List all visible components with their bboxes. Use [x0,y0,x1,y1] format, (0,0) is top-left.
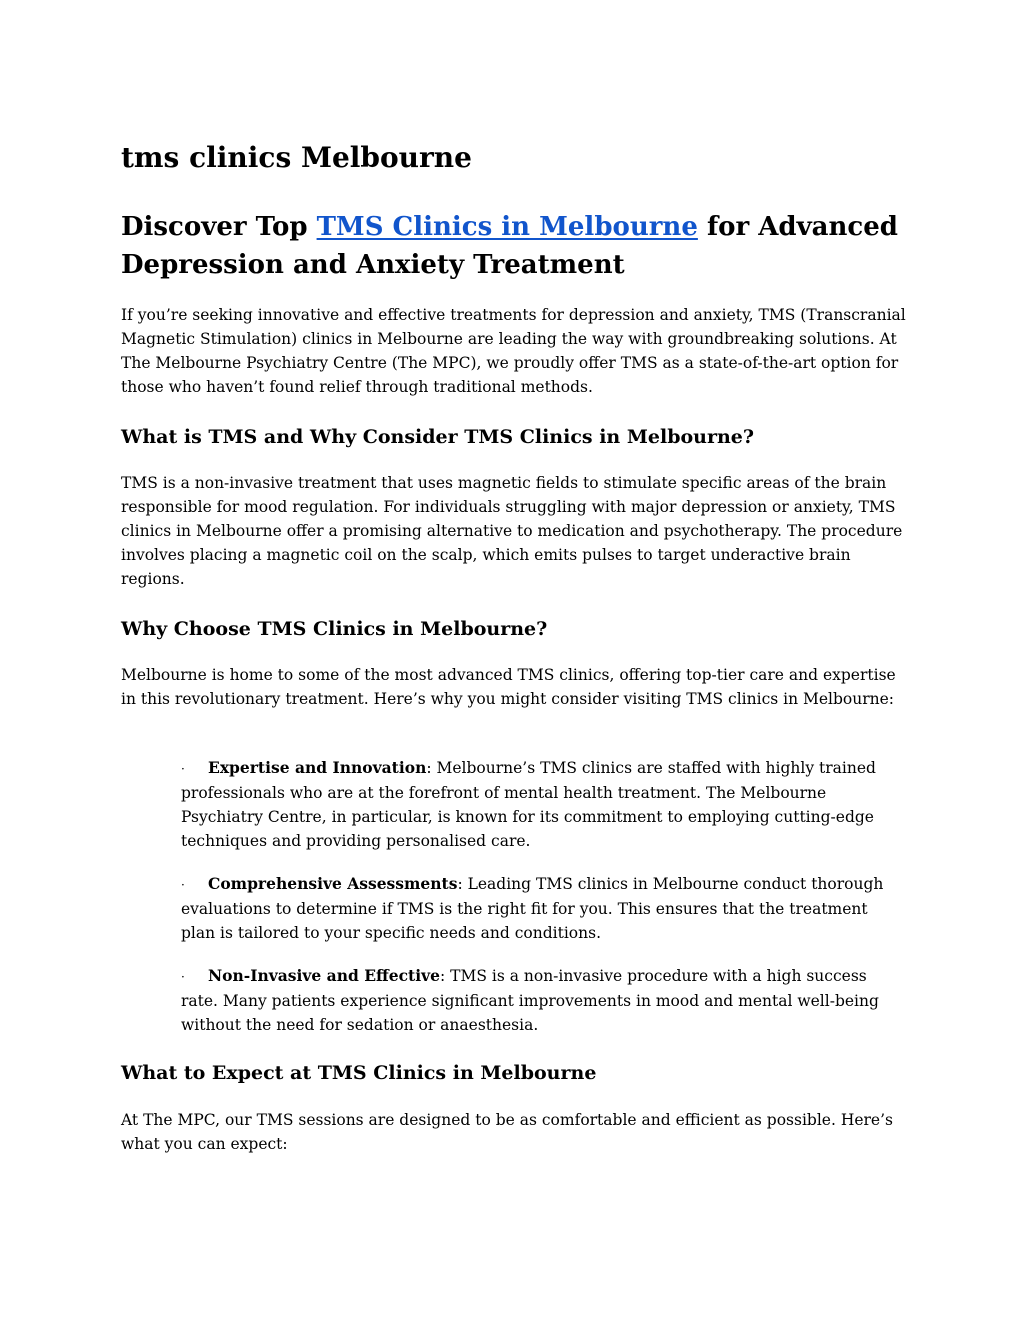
bullet-text: : Leading TMS clinics in Melbourne conduct thorough evaluations to determine if TMS is the right fit for you. This ensures that the treatment plan is tailored to your specific needs and conditions. [181,875,884,942]
bullet-icon: · [181,970,185,984]
section-heading-what-is-tms: What is TMS and Why Consider TMS Clinics in Melbourne? [121,426,755,448]
bullet-term: Comprehensive Assessments [208,874,458,893]
what-is-tms-paragraph: TMS is a non-invasive treatment that uses magnetic fields to stimulate specific areas of the brain responsible for mood regulation. For individuals struggling with major depression or anxiety, TMS clinics in Melbourne offer a promising alternative to medication and psychotherapy. The procedure involves placing a magnetic coil on the scalp, which emits pulses to target underactive brain regions. [121,474,903,588]
bullet-term: Expertise and Innovation [208,758,427,777]
list-item-expertise [181,756,906,853]
why-choose-paragraph: Melbourne is home to some of the most advanced TMS clinics, offering top-tier care and expertise in this revolutionary treatment. Here’s why you might consider visiting TMS clinics in Melbourne: [121,666,896,708]
list-item-non-invasive [181,964,906,1037]
bullet-icon: · [181,762,185,776]
main-heading-suffix: for Advanced Depression and Anxiety Treatment [121,212,898,280]
section-heading-what-to-expect: What to Expect at TMS Clinics in Melbourne [121,1062,597,1084]
bullet-term: Non-Invasive and Effective [208,966,440,985]
tms-clinics-link[interactable]: TMS Clinics in Melbourne [316,212,698,242]
list-item-assessments [181,872,906,945]
document-title: tms clinics Melbourne [121,141,472,174]
main-heading [121,208,911,284]
bullet-text: : Melbourne’s TMS clinics are staffed with highly trained professionals who are at the forefront of mental health treatment. The Melbourne Psychiatry Centre, in particular, is known for its commitment to employing cutting-edge techniques and providing personalised care. [181,759,876,850]
section-heading-why-choose: Why Choose TMS Clinics in Melbourne? [121,618,548,640]
what-to-expect-paragraph: At The MPC, our TMS sessions are designed to be as comfortable and efficient as possible. Here’s what you can expect: [121,1111,893,1153]
bullet-text: : TMS is a non-invasive procedure with a high success rate. Many patients experience significant improvements in mood and mental well-being without the need for sedation or anaesthesia. [181,967,879,1034]
bullet-icon: · [181,878,185,892]
main-heading-prefix: Discover Top [121,212,317,242]
intro-paragraph: If you’re seeking innovative and effective treatments for depression and anxiety, TMS (Transcranial Magnetic Stimulation) clinics in Melbourne are leading the way with groundbreaking solutions. At The Melbourne Psychiatry Centre (The MPC), we proudly offer TMS as a state-of-the-art option for those who haven’t found relief through traditional methods. [121,306,906,396]
